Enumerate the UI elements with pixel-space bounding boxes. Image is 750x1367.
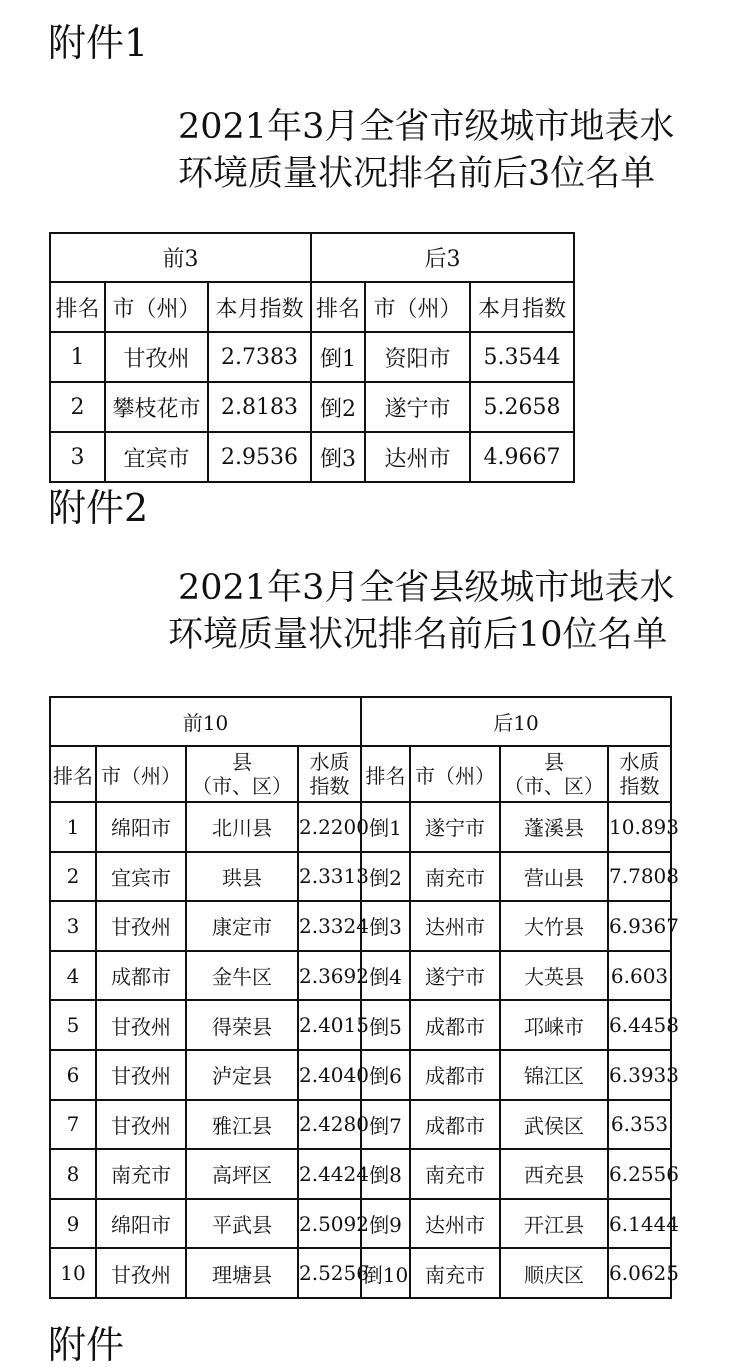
county-cell: 珙县	[186, 852, 298, 902]
city-cell: 甘孜州	[96, 1050, 186, 1100]
index-cell: 6.0625	[608, 1248, 671, 1298]
city-cell: 甘孜州	[96, 901, 186, 951]
county-cell: 西充县	[500, 1149, 608, 1199]
city-cell: 资阳市	[365, 332, 470, 382]
table-row	[50, 1199, 671, 1249]
header-county-line2: （市、区）	[192, 774, 292, 798]
index-cell: 2.7383	[208, 332, 311, 382]
city-cell: 甘孜州	[96, 1100, 186, 1150]
index-cell: 5.3544	[470, 332, 574, 382]
rank-cell: 倒2	[361, 852, 410, 902]
index-cell: 2.8183	[208, 382, 311, 432]
county-cell: 得荣县	[186, 1000, 298, 1050]
city-cell: 攀枝花市	[105, 382, 208, 432]
table-row	[50, 1000, 671, 1050]
rank-cell: 倒10	[361, 1248, 410, 1298]
rank-cell: 倒6	[361, 1050, 410, 1100]
index-cell: 6.1444	[608, 1199, 671, 1249]
city-cell: 达州市	[410, 901, 500, 951]
index-cell: 2.4015	[298, 1000, 361, 1050]
attachment1-title-line1: 2021年3月全省市级城市地表水	[178, 107, 675, 147]
header-city: 市（州）	[410, 746, 500, 802]
header-rank: 排名	[50, 282, 105, 332]
county-cell: 北川县	[186, 802, 298, 852]
table-row	[50, 382, 574, 432]
rank-cell: 倒4	[361, 951, 410, 1001]
city-cell: 遂宁市	[410, 802, 500, 852]
city-cell: 成都市	[410, 1050, 500, 1100]
column-header-row	[50, 282, 574, 332]
header-rank: 排名	[50, 746, 96, 802]
attachment2-label: 附件2	[48, 486, 149, 530]
attachment3-label: 附件	[48, 1323, 125, 1367]
header-city: 市（州）	[105, 282, 208, 332]
table-row	[50, 951, 671, 1001]
index-cell: 2.5092	[298, 1199, 361, 1249]
county-cell: 理塘县	[186, 1248, 298, 1298]
table-row	[50, 1149, 671, 1199]
header-county	[186, 746, 298, 802]
city-cell: 绵阳市	[96, 1199, 186, 1249]
index-cell: 10.893	[608, 802, 671, 852]
index-cell: 6.603	[608, 951, 671, 1001]
city-cell: 南充市	[410, 1149, 500, 1199]
table-row	[50, 332, 574, 382]
index-cell: 6.2556	[608, 1149, 671, 1199]
table-row	[50, 802, 671, 852]
city-cell: 甘孜州	[96, 1248, 186, 1298]
index-cell: 2.9536	[208, 432, 311, 482]
county-cell: 泸定县	[186, 1050, 298, 1100]
index-cell: 2.3692	[298, 951, 361, 1001]
header-index: 本月指数	[470, 282, 574, 332]
header-city: 市（州）	[96, 746, 186, 802]
attachment2-title-line2: 环境质量状况排名前后10位名单	[168, 615, 668, 655]
rank-cell: 2	[50, 852, 96, 902]
header-city: 市（州）	[365, 282, 470, 332]
county-cell: 金牛区	[186, 951, 298, 1001]
header-county-line1: 县	[232, 750, 252, 774]
index-cell: 2.2200	[298, 802, 361, 852]
index-cell: 2.4280	[298, 1100, 361, 1150]
group-header-front: 前3	[50, 233, 311, 282]
index-cell: 6.4458	[608, 1000, 671, 1050]
rank-cell: 5	[50, 1000, 96, 1050]
city-cell: 成都市	[96, 951, 186, 1001]
rank-cell: 1	[50, 802, 96, 852]
rank-cell: 倒7	[361, 1100, 410, 1150]
rank-cell: 倒5	[361, 1000, 410, 1050]
table-row	[50, 432, 574, 482]
header-index	[608, 746, 671, 802]
index-cell: 2.3324	[298, 901, 361, 951]
county-cell: 高坪区	[186, 1149, 298, 1199]
county-cell: 营山县	[500, 852, 608, 902]
group-header-back: 后10	[361, 697, 671, 746]
rank-cell: 倒1	[311, 332, 365, 382]
county-cell: 武侯区	[500, 1100, 608, 1150]
county-cell: 雅江县	[186, 1100, 298, 1150]
header-index-line2: 指数	[619, 774, 660, 798]
rank-cell: 倒9	[361, 1199, 410, 1249]
index-cell: 6.353	[608, 1100, 671, 1150]
table-row	[50, 1248, 671, 1298]
rank-cell: 1	[50, 332, 105, 382]
table-row	[50, 852, 671, 902]
county-cell: 康定市	[186, 901, 298, 951]
attachment1-title-line2: 环境质量状况排名前后3位名单	[178, 154, 656, 194]
rank-cell: 8	[50, 1149, 96, 1199]
table-row	[50, 1050, 671, 1100]
index-cell: 6.3933	[608, 1050, 671, 1100]
index-cell: 2.4040	[298, 1050, 361, 1100]
city-ranking-table	[49, 232, 575, 483]
county-cell: 蓬溪县	[500, 802, 608, 852]
city-cell: 绵阳市	[96, 802, 186, 852]
city-cell: 甘孜州	[105, 332, 208, 382]
header-index-line1: 水质	[309, 750, 350, 774]
county-cell: 开江县	[500, 1199, 608, 1249]
rank-cell: 倒3	[311, 432, 365, 482]
column-header-row	[50, 746, 671, 802]
rank-cell: 4	[50, 951, 96, 1001]
rank-cell: 9	[50, 1199, 96, 1249]
county-ranking-table	[49, 696, 679, 1299]
header-index: 本月指数	[208, 282, 311, 332]
rank-cell: 倒1	[361, 802, 410, 852]
city-cell: 南充市	[410, 1248, 500, 1298]
table-row	[50, 1100, 671, 1150]
city-cell: 达州市	[410, 1199, 500, 1249]
attachment2-title-line1: 2021年3月全省县级城市地表水	[178, 568, 675, 608]
index-cell: 7.7808	[608, 852, 671, 902]
county-cell: 邛崃市	[500, 1000, 608, 1050]
index-cell: 6.9367	[608, 901, 671, 951]
city-cell: 遂宁市	[410, 951, 500, 1001]
header-index	[298, 746, 361, 802]
rank-cell: 3	[50, 901, 96, 951]
county-cell: 大英县	[500, 951, 608, 1001]
rank-cell: 10	[50, 1248, 96, 1298]
header-rank: 排名	[311, 282, 365, 332]
city-cell: 甘孜州	[96, 1000, 186, 1050]
rank-cell: 6	[50, 1050, 96, 1100]
county-cell: 锦江区	[500, 1050, 608, 1100]
rank-cell: 倒2	[311, 382, 365, 432]
index-cell: 4.9667	[470, 432, 574, 482]
index-cell: 2.5256	[298, 1248, 361, 1298]
rank-cell: 倒3	[361, 901, 410, 951]
header-index-line1: 水质	[619, 750, 660, 774]
rank-cell: 2	[50, 382, 105, 432]
header-county-line2: （市、区）	[504, 774, 605, 798]
city-cell: 宜宾市	[105, 432, 208, 482]
county-cell: 顺庆区	[500, 1248, 608, 1298]
city-cell: 宜宾市	[96, 852, 186, 902]
header-county	[500, 746, 608, 802]
rank-cell: 3	[50, 432, 105, 482]
index-cell: 5.2658	[470, 382, 574, 432]
header-county-line1: 县	[544, 750, 565, 774]
index-cell: 2.4424	[298, 1149, 361, 1199]
attachment1-label: 附件1	[48, 21, 149, 65]
group-header-back: 后3	[311, 233, 574, 282]
city-cell: 南充市	[410, 852, 500, 902]
rank-cell: 倒8	[361, 1149, 410, 1199]
city-cell: 成都市	[410, 1000, 500, 1050]
county-cell: 大竹县	[500, 901, 608, 951]
header-index-line2: 指数	[309, 774, 350, 798]
rank-cell: 7	[50, 1100, 96, 1150]
header-rank: 排名	[361, 746, 410, 802]
table-row	[50, 901, 671, 951]
group-header-front: 前10	[50, 697, 361, 746]
city-cell: 达州市	[365, 432, 470, 482]
city-cell: 成都市	[410, 1100, 500, 1150]
index-cell: 2.3313	[298, 852, 361, 902]
city-cell: 遂宁市	[365, 382, 470, 432]
city-cell: 南充市	[96, 1149, 186, 1199]
county-cell: 平武县	[186, 1199, 298, 1249]
